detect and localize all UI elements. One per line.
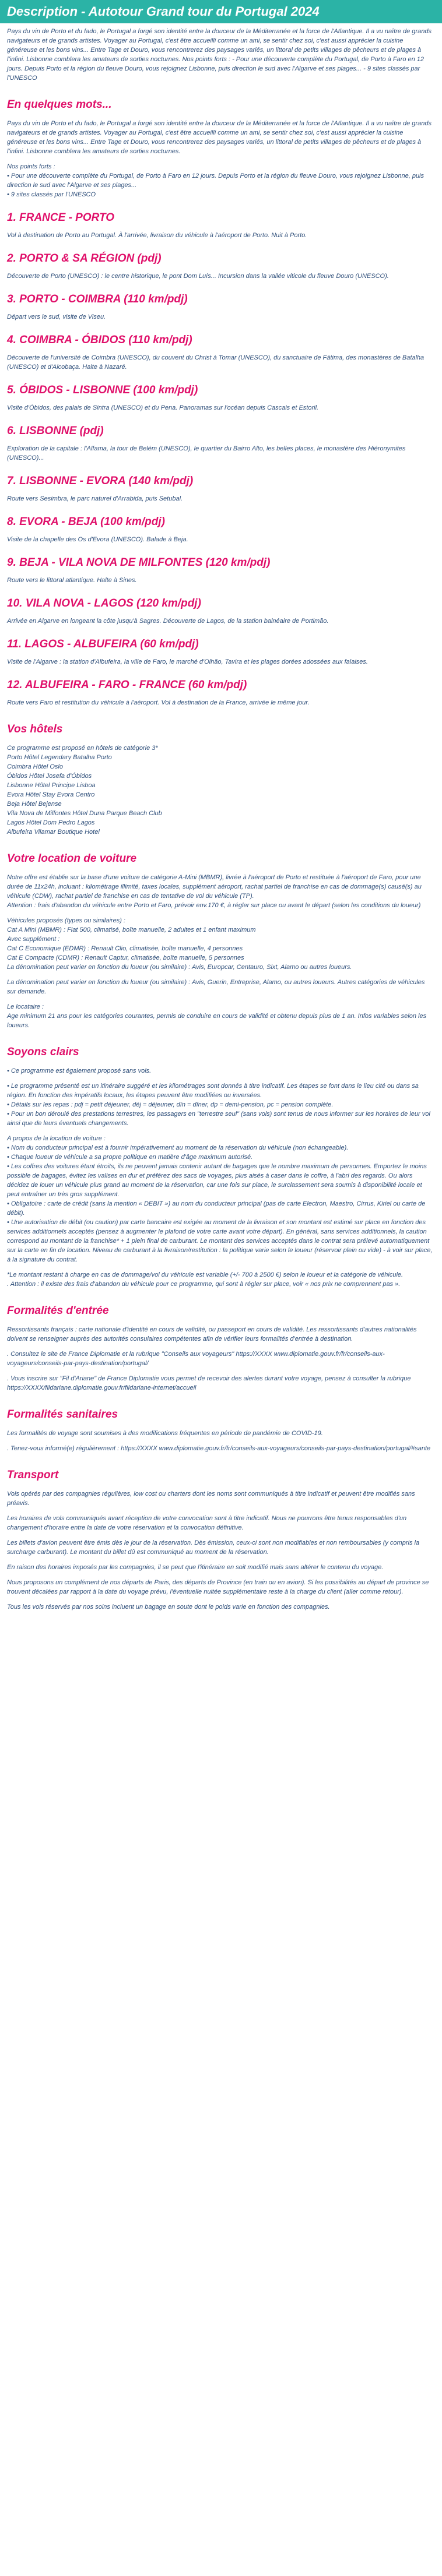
car-type-item: Cat E Compacte (CDMR) : Renault Captur, climatisée, boîte manuelle, 5 personnes (7, 954, 244, 961)
car-types (7, 916, 435, 972)
care-footnote: *Le montant restant à charge en cas de dommage/vol du véhicule est variable (+/- 700 à 2500 €) selon le loueur et la catégorie de véhicule. (7, 1271, 404, 1278)
transport-text: Nous proposons un complément de nos départs de Paris, des départs de Province (en train ou en avion). Si les possibilités au départ de province se trouvent décalées par rapport à la date du voyage prévu, l'éventuelle nuitée supplémentaire reste à la charge du client (aller comme retour). (7, 1579, 429, 1595)
day-text: Visite de l'Algarve : la station d'Albufeira, la ville de Faro, le marché d'Olhão, Tavira et les plages dorées adossées aux falaises. (7, 658, 368, 665)
day-text: Découverte de Porto (UNESCO) : le centre historique, le pont Dom Luís... Incursion dans la vallée viticole du fleuve Douro (UNESCO). (7, 273, 389, 280)
car-offer-text: Notre offre est établie sur la base d'une voiture de catégorie A-Mini (MBMR), livrée à l'aéroport de Porto et restituée à l'aéroport de Faro, pour une durée de 11x24h, incluant : kilométrage illimité, taxes locales, supplément aéroport, rachat partiel de franchise en cas de dommage(s) causé(s) au véhicule (CDW), rachat partiel de franchise en cas de tentative de vol du véhicule (TP). (7, 874, 422, 900)
day-text: Exploration de la capitale : l'Alfama, la tour de Belém (UNESCO), le quartier du Bairro Alto, les belles places, le monastère des Hiéronymites (UNESCO)... (7, 445, 406, 461)
day-text: Découverte de l'université de Coimbra (UNESCO), du couvent du Christ à Tomar (UNESCO), du sanctuaire de Fátima, des monastères de Batalha (UNESCO) et d'Alcobaça. Halte à Nazaré. (7, 354, 425, 371)
transport-text: En raison des horaires imposés par les compagnies, il se peut que l'itinéraire en soit modifié mais sans altérer le contenu du voyage. (7, 1564, 384, 1571)
hotels-heading: Vos hôtels (7, 723, 63, 735)
hotel-item: Lisbonne Hôtel Principe Lisboa (7, 782, 96, 789)
day-title: 5. ÓBIDOS - LISBONNE (100 km/pdj) (7, 384, 198, 396)
car-driver-label: Le locataire : (7, 1003, 44, 1010)
hotel-item: Vila Nova de Milfontes Hôtel Duna Parque Beach Club (7, 810, 162, 817)
car-type-item: Avec supplément : (7, 936, 60, 943)
day-text: Route vers Sesimbra, le parc naturel d'Arrabida, puis Setubal. (7, 495, 183, 502)
care-bullet: • Le programme présenté est un itinéraire suggéré et les kilométrages sont donnés à titre indicatif. Les étapes se font dans le lieu cité ou dans sa région. En fonction des impératifs locaux, les étapes peuvent être modifiées ou inversées. (7, 1083, 419, 1099)
day-title: 10. VILA NOVA - LAGOS (120 km/pdj) (7, 597, 201, 609)
day-title: 1. FRANCE - PORTO (7, 212, 115, 224)
car-driver-text: Age minimum 21 ans pour les catégories courantes, permis de conduire en cours de validité et obtenu depuis plus de 1 an. Infos variables selon les loueurs. (7, 1013, 427, 1029)
intro-paragraph: Pays du vin de Porto et du fado, le Portugal a forgé son identité entre la douceur de la Méditerranée et la force de l'Atlantique. Il a vu naître de grands navigateurs et de grands artistes. Voyager au Portugal, c'est être accueilli comme un ami, se sentir chez soi, c'est aussi apprécier la cuisine généreuse et les bons vins... Entre Tage et Douro, vous rencontrerez des paysages variés, un littoral de petits villages de pêcheurs et de plages à l'infini. Lisbonne comblera les amateurs de sorties nocturnes. Nos points forts : - Pour une découverte complète du Portugal, de Porto à Faro en 12 jours. Depuis Porto et la région du fleuve Douro, vous rejoignez Lisbonne, puis direction le sud avec l'Algarve et ses plages... - 9 sites classés par l'UNESCO (7, 28, 432, 82)
day-title: 12. ALBUFEIRA - FARO - FRANCE (60 km/pdj) (7, 679, 247, 691)
day-title: 6. LISBONNE (pdj) (7, 425, 104, 437)
day-title: 9. BEJA - VILA NOVA DE MILFONTES (120 km/pdj) (7, 556, 271, 569)
health-heading: Formalités sanitaires (7, 1408, 118, 1421)
hotel-item: Evora Hôtel Stay Evora Centro (7, 791, 95, 798)
formalities-text: Ressortissants français : carte nationale d'identité en cours de validité, ou passeport en cours de validité. Les ressortissants d'autres nationalités doivent se renseigner auprès des autorités consulaires compétentes afin de vérifier leurs formalités d'entrée à destination. (7, 1326, 417, 1342)
car-heading: Votre location de voiture (7, 852, 137, 865)
title-bar (0, 0, 442, 23)
care-bullets (7, 1081, 435, 1128)
rental-label: A propos de la location de voiture : (7, 1135, 106, 1142)
car-driver (7, 1002, 435, 1030)
transport-heading: Transport (7, 1469, 59, 1481)
car-terms (7, 873, 435, 910)
strength-item: • Pour une découverte complète du Portugal, de Porto à Faro en 12 jours. Depuis Porto et la région du fleuve Douro, vous rejoignez Lisbonne, puis direction le sud avec l'Algarve et ses plages... (7, 172, 425, 189)
rental-bullet: • Obligatoire : carte de crédit (sans la mention « DEBIT ») au nom du conducteur principal (pas de carte Electron, Maestro, Cirrus, Kiriel ou carte de débit). (7, 1200, 426, 1217)
day-title: 2. PORTO & SA RÉGION (pdj) (7, 252, 162, 265)
day-text: Départ vers le sud, visite de Viseu. (7, 313, 106, 320)
strength-item: • 9 sites classés par l'UNESCO (7, 191, 96, 198)
car-renter-names: La dénomination peut varier en fonction du loueur (ou similaire) : Avis, Guerin, Entreprise, Alamo, ou autres loueurs. Autres catégories de véhicules sur demande. (7, 979, 425, 995)
car-type-item: La dénomination peut varier en fonction du loueur (ou similaire) : Avis, Europcar, Centauro, Sixt, Alamo ou autres loueurs. (7, 964, 352, 971)
day-text: Route vers le littoral atlantique. Halte à Sines. (7, 577, 137, 584)
health-text: . Tenez-vous informé(e) régulièrement : https://XXXX www.diplomatie.gouv.fr/fr/conseils-aux-voyageurs/conseils-par-pays-destination/portugal/#sante (7, 1445, 431, 1452)
formalities-text: . Consultez le site de France Diplomatie et la rubrique "Conseils aux voyageurs" https://XXXX www.diplomatie.gouv.fr/fr/conseils-aux-voyageurs/conseils-par-pays-destination/portugal/ (7, 1351, 385, 1367)
health-text: Les formalités de voyage sont soumises à des modifications fréquentes en période de pandémie de COVID-19. (7, 1430, 323, 1437)
content (0, 23, 442, 1629)
hotel-item: Albufeira Vilamar Boutique Hotel (7, 829, 100, 836)
day-title: 11. LAGOS - ALBUFEIRA (60 km/pdj) (7, 638, 199, 650)
transport-text: Vols opérés par des compagnies régulières, low cost ou charters dont les noms sont communiqués à titre indicatif et peuvent être modifiés sans préavis. (7, 1490, 415, 1507)
day-title: 8. EVORA - BEJA (100 km/pdj) (7, 516, 165, 528)
car-type-item: Cat C Economique (EDMR) : Renault Clio, climatisée, boîte manuelle, 4 personnes (7, 945, 243, 952)
day-text: Visite de la chapelle des Os d'Evora (UNESCO). Balade à Beja. (7, 536, 188, 543)
summary-paragraph: Pays du vin de Porto et du fado, le Portugal a forgé son identité entre la douceur de la Méditerranée et la force de l'Atlantique. Il a vu naître de grands navigateurs et de grands artistes. Voyager au Portugal, c'est être accueilli comme un ami, se sentir chez soi, c'est aussi apprécier la cuisine généreuse et les bons vins... Entre Tage et Douro, vous rencontrerez des paysages variés, un littoral de petits villages de pêcheurs et de plages à l'infini. Lisbonne comblera les amateurs de sorties nocturnes. (7, 120, 432, 155)
hotels-intro: Ce programme est proposé en hôtels de catégorie 3* (7, 745, 158, 752)
hotels-list (7, 743, 435, 837)
day-text: Route vers Faro et restitution du véhicule à l'aéroport. Vol à destination de la France, arrivée le même jour. (7, 699, 310, 706)
hotel-item: Porto Hôtel Legendary Batalha Porto (7, 754, 112, 761)
care-footnote: . Attention : il existe des frais d'abandon du véhicule pour ce programme, qui sont à régler sur place, voir « nos prix ne comprennent pas ». (7, 1281, 401, 1288)
hotel-item: Coimbra Hôtel Oslo (7, 763, 63, 770)
day-title: 3. PORTO - COIMBRA (110 km/pdj) (7, 293, 188, 305)
car-types-label: Véhicules proposés (types ou similaires) : (7, 917, 125, 924)
car-type-item: Cat A Mini (MBMR) : Fiat 500, climatisé, boîte manuelle, 2 adultes et 1 enfant maximum (7, 926, 256, 933)
transport-text: Les billets d'avion peuvent être émis dès le jour de la réservation. Dès émission, ceux-ci sont non modifiables et non remboursables (y compris la surcharge carburant). Le montant du billet dû est communiqué au moment de la réservation. (7, 1539, 420, 1556)
day-text: Vol à destination de Porto au Portugal. À l'arrivée, livraison du véhicule à l'aéroport de Porto. Nuit à Porto. (7, 232, 307, 239)
rental-bullet: • Nom du conducteur principal est à fournir impérativement au moment de la réservation du véhicule (non échangeable). (7, 1144, 349, 1151)
hotel-item: Lagos Hôtel Dom Pedro Lagos (7, 819, 95, 826)
hotel-item: Beja Hôtel Bejense (7, 801, 62, 808)
care-heading: Soyons clairs (7, 1046, 79, 1058)
formalities-heading: Formalités d'entrée (7, 1305, 109, 1317)
summary-heading: En quelques mots... (7, 98, 112, 111)
transport-text: Tous les vols réservés par nos soins incluent un bagage en soute dont le poids varie en fonction des compagnies. (7, 1604, 330, 1611)
day-text: Visite d'Óbidos, des palais de Sintra (UNESCO) et du Pena. Panoramas sur l'océan depuis Cascais et Estoril. (7, 404, 319, 411)
day-text: Arrivée en Algarve en longeant la côte jusqu'à Sagres. Découverte de Lagos, de la station balnéaire de Portimão. (7, 618, 329, 625)
rental-bullets (7, 1143, 435, 1264)
rental-bullet: • Les coffres des voitures étant étroits, ils ne peuvent jamais contenir autant de bagages que le nombre maximum de personnes. Emportez le moins possible de bagages, évitez les valises en dur et préférez des sacs de voyages, plus aisés à caser dans le coffre, à l'abri des regards. Ou alors décidez de louer un véhicule plus grand au moment de la réservation, car une fois sur place, le surclassement sera soumis à disponibilité locale et peut entraîner un très gros supplément. (7, 1163, 427, 1198)
strengths-label: Nos points forts : (7, 163, 55, 170)
care-bullet: • Détails sur les repas : pdj = petit déjeuner, déj = déjeuner, dîn = dîner, dp = demi-pension, pc = pension complète. (7, 1101, 334, 1108)
day-title: 4. COIMBRA - ÓBIDOS (110 km/pdj) (7, 334, 192, 346)
care-no-flights: • Ce programme est également proposé sans vols. (7, 1067, 152, 1074)
care-bullet: • Pour un bon déroulé des prestations terrestres, les passagers en "terrestre seul" (sans vols) sont tenus de nous informer sur les horaires de leur vol ainsi que de leurs éventuels changements. (7, 1111, 430, 1127)
rental-bullet: • Chaque loueur de véhicule a sa propre politique en matière d'âge maximum autorisé. (7, 1154, 253, 1161)
formalities-text: . Vous inscrire sur "Fil d'Ariane" de France Diplomatie vous permet de recevoir des alertes durant votre voyage, pensez à consulter la rubrique https://XXXX/fildariane.diplomatie.gouv.fr/fildariane-internet/accueil (7, 1375, 411, 1391)
page-title: Description - Autotour Grand tour du Portugal 2024 (7, 4, 320, 19)
day-title: 7. LISBONNE - EVORA (140 km/pdj) (7, 475, 194, 487)
care-footnotes (7, 1270, 435, 1289)
car-abandon-fee-text: Attention : frais d'abandon du véhicule entre Porto et Faro, prévoir env.170 €, à régler sur place ou avant le départ (selon les conditions du loueur) (7, 902, 421, 909)
rental-bullet: • Une autorisation de débit (ou caution) par carte bancaire est exigée au moment de la livraison et son montant est estimé sur place en fonction des services additionnels acceptés (pensez à augmenter le plafond de votre carte avant votre départ). En général, sans services additionnels, la caution correspond au montant de la franchise* + 1 plein final de carburant. Le montant des services acceptés dans le contrat sera prélevé automatiquement sur la carte en fin de location. Niveau de carburant à la livraison/restitution : la politique varie selon le loueur (réservoir plein ou vide) - à voir sur place, à la signature du contrat. (7, 1219, 433, 1263)
hotel-item: Óbidos Hôtel Josefa d'Óbidos (7, 773, 92, 780)
strengths-block (7, 162, 435, 199)
transport-text: Les horaires de vols communiqués avant réception de votre convocation sont à titre indicatif. Nous ne pourrons être tenus responsables d'un changement d'horaire entre la date de votre réservation et la convocation définitive. (7, 1515, 407, 1531)
